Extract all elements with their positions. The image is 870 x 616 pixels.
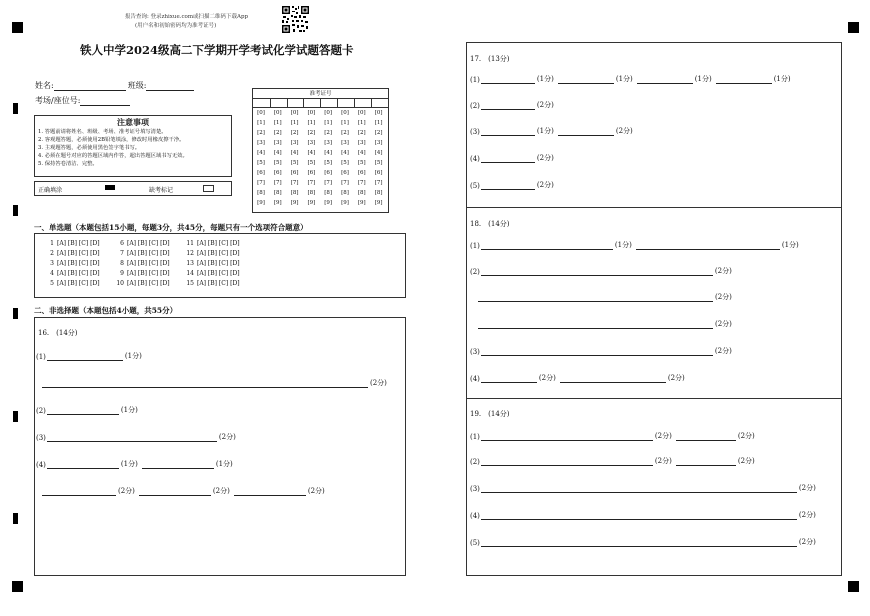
- corner-mark-tl: [12, 22, 23, 33]
- answer-line[interactable]: [47, 352, 123, 361]
- q17-l5: (5): [470, 182, 480, 190]
- mc-column: [113, 239, 170, 289]
- digit-bubble[interactable]: [9]: [273, 200, 282, 206]
- digit-bubble[interactable]: [3]: [324, 140, 333, 146]
- q18-row3: [470, 346, 734, 356]
- digit-bubble[interactable]: [5]: [307, 160, 316, 166]
- exam-id-column: [355, 108, 369, 208]
- answer-line[interactable]: [47, 406, 119, 415]
- digit-bubble[interactable]: [4]: [257, 150, 265, 156]
- name-label: 姓名:: [35, 81, 54, 90]
- digit-bubble[interactable]: [8]: [357, 190, 366, 196]
- q18-row2: [470, 266, 734, 276]
- answer-line[interactable]: [560, 374, 666, 383]
- q19-l3: (3): [470, 485, 480, 493]
- digit-bubble[interactable]: [4]: [290, 150, 299, 156]
- q16-l2: (2): [36, 407, 46, 415]
- q16-row1: [36, 351, 144, 361]
- digit-bubble[interactable]: [6]: [273, 170, 282, 176]
- mc-column: [43, 239, 100, 289]
- digit-bubble[interactable]: [2]: [324, 130, 333, 136]
- points: (2分): [715, 320, 732, 328]
- q17-head: 17. (13分): [470, 55, 510, 63]
- mc-row[interactable]: [183, 249, 240, 259]
- q19-l4: (4): [470, 512, 480, 520]
- absent-mark-label: 缺考标记: [149, 187, 174, 194]
- mc-question-number: 13: [186, 260, 194, 267]
- answer-line[interactable]: [481, 101, 535, 110]
- digit-bubble[interactable]: [5]: [273, 160, 282, 166]
- class-label: 班级:: [127, 81, 147, 90]
- notice-item: 1. 答题前请将姓名、班级、考场、准考证号填写清楚。: [38, 129, 167, 135]
- digit-bubble[interactable]: [1]: [290, 120, 299, 126]
- points: (2分): [667, 374, 685, 382]
- digit-bubble[interactable]: [0]: [290, 110, 299, 116]
- exam-id-column: [271, 108, 285, 208]
- exam-id-entry-cell[interactable]: [320, 99, 338, 107]
- mc-options[interactable]: [A] [B] [C] [D]: [197, 260, 240, 267]
- points: (2分): [798, 538, 816, 546]
- digit-bubble[interactable]: [1]: [273, 120, 282, 126]
- answer-line[interactable]: [676, 457, 736, 466]
- points: (1分): [120, 406, 138, 414]
- exam-id-column: [288, 108, 302, 208]
- digit-bubble[interactable]: [3]: [290, 140, 299, 146]
- digit-bubble[interactable]: [1]: [374, 120, 383, 126]
- points: (1分): [536, 75, 554, 83]
- mc-options[interactable]: [A] [B] [C] [D]: [197, 270, 240, 277]
- points: (2分): [654, 457, 672, 465]
- answer-line[interactable]: [481, 267, 713, 276]
- digit-bubble[interactable]: [5]: [341, 160, 349, 166]
- points: (2分): [118, 487, 135, 495]
- side-mark: [13, 205, 18, 216]
- side-mark: [13, 308, 18, 319]
- absent-mark-box[interactable]: [203, 185, 214, 192]
- mc-options[interactable]: [A] [B] [C] [D]: [197, 240, 240, 247]
- answer-line[interactable]: [42, 379, 368, 388]
- q18-l3: (3): [470, 348, 480, 356]
- digit-bubble[interactable]: [1]: [341, 120, 349, 126]
- room-row: [35, 95, 130, 106]
- q18-row1: [470, 240, 801, 250]
- answer-line[interactable]: [481, 181, 535, 190]
- points: (2分): [218, 433, 236, 441]
- q19-l2: (2): [470, 458, 480, 466]
- digit-bubble[interactable]: [5]: [374, 160, 383, 166]
- answer-line[interactable]: [142, 460, 214, 469]
- notice-item: 5. 保持答卷清洁、完整。: [38, 161, 98, 167]
- digit-bubble[interactable]: [9]: [257, 200, 265, 206]
- mc-options[interactable]: [A] [B] [C] [D]: [197, 280, 240, 287]
- mc-options[interactable]: [A] [B] [C] [D]: [57, 250, 100, 257]
- exam-id-label: 准考证号: [309, 91, 332, 97]
- digit-bubble[interactable]: [0]: [324, 110, 333, 116]
- answer-line[interactable]: [234, 487, 306, 496]
- name-field[interactable]: [54, 82, 126, 91]
- points: (2分): [212, 487, 230, 495]
- q16-l1: (1): [36, 353, 46, 361]
- points: (2分): [536, 101, 554, 109]
- digit-bubble[interactable]: [8]: [290, 190, 299, 196]
- digit-bubble[interactable]: [5]: [257, 160, 265, 166]
- notice-item: 3. 主观题答题，必须使用黑色签字笔书写。: [38, 145, 141, 151]
- divider-17-18: [466, 207, 842, 208]
- points: (2分): [798, 511, 816, 519]
- mc-row[interactable]: [183, 269, 240, 279]
- top-note-2: (用户名和初始密码均为准考证号): [135, 23, 217, 29]
- points: (1分): [124, 352, 142, 360]
- mc-question-number: 6: [120, 240, 124, 247]
- section1-title: 一、单选题（本题包括15小题，每题3分，共45分，每题只有一个选项符合题意）: [34, 223, 308, 232]
- digit-bubble[interactable]: [5]: [357, 160, 366, 166]
- points: (2分): [536, 181, 554, 189]
- digit-bubble[interactable]: [0]: [273, 110, 282, 116]
- digit-bubble[interactable]: [6]: [290, 170, 299, 176]
- mc-row[interactable]: [113, 269, 170, 279]
- digit-bubble[interactable]: [3]: [307, 140, 316, 146]
- mc-options[interactable]: [A] [B] [C] [D]: [127, 270, 170, 277]
- q17-row5: [470, 180, 556, 190]
- digit-bubble[interactable]: [6]: [257, 170, 265, 176]
- mc-options[interactable]: [A] [B] [C] [D]: [127, 260, 170, 267]
- q19-row4: [470, 510, 818, 520]
- digit-bubble[interactable]: [5]: [290, 160, 299, 166]
- side-mark: [13, 411, 18, 422]
- mc-question-number: 11: [186, 240, 194, 247]
- room-field[interactable]: [80, 97, 130, 106]
- points: (1分): [120, 460, 138, 468]
- mc-options[interactable]: [A] [B] [C] [D]: [57, 240, 100, 247]
- mc-question-number: 9: [120, 270, 124, 277]
- mc-options[interactable]: [A] [B] [C] [D]: [57, 260, 100, 267]
- mc-question-number: 8: [120, 260, 124, 267]
- q18-row2b: [478, 292, 734, 302]
- mc-row[interactable]: [183, 239, 240, 249]
- notice-title: 注意事项: [117, 117, 149, 127]
- digit-bubble[interactable]: [1]: [307, 120, 316, 126]
- digit-bubble[interactable]: [8]: [257, 190, 265, 196]
- digit-bubble[interactable]: [8]: [341, 190, 349, 196]
- digit-bubble[interactable]: [0]: [307, 110, 316, 116]
- q16-row3: [36, 432, 238, 442]
- answer-line[interactable]: [139, 487, 211, 496]
- exam-id-entry-cell[interactable]: [371, 99, 389, 107]
- points: (2分): [615, 127, 633, 135]
- mc-question-number: 4: [50, 270, 54, 277]
- digit-bubble[interactable]: [2]: [307, 130, 316, 136]
- digit-bubble[interactable]: [0]: [357, 110, 366, 116]
- mc-question-number: 10: [116, 280, 124, 287]
- exam-id-column: [304, 108, 318, 208]
- mc-question-number: 2: [50, 250, 54, 257]
- page-title: 铁人中学2024级高二下学期开学考试化学试题答题卡: [80, 43, 354, 57]
- exam-id-entry-cell[interactable]: [303, 99, 321, 107]
- mc-question-number: 14: [186, 270, 194, 277]
- digit-bubble[interactable]: [9]: [357, 200, 366, 206]
- mc-row[interactable]: [113, 249, 170, 259]
- digit-bubble[interactable]: [6]: [357, 170, 366, 176]
- answer-line[interactable]: [481, 457, 653, 466]
- corner-mark-bl: [12, 581, 23, 592]
- room-label: 考场/座位号:: [35, 96, 81, 105]
- digit-bubble[interactable]: [2]: [290, 130, 299, 136]
- mc-options[interactable]: [A] [B] [C] [D]: [127, 240, 170, 247]
- mc-options[interactable]: [A] [B] [C] [D]: [127, 250, 170, 257]
- mc-row[interactable]: [183, 279, 240, 289]
- digit-bubble[interactable]: [9]: [290, 200, 299, 206]
- mc-row[interactable]: [113, 279, 170, 289]
- points: (2分): [714, 267, 732, 275]
- answer-line[interactable]: [716, 75, 772, 84]
- digit-bubble[interactable]: [1]: [324, 120, 333, 126]
- corner-mark-tr: [848, 22, 859, 33]
- answer-line[interactable]: [478, 293, 713, 302]
- digit-bubble[interactable]: [3]: [374, 140, 383, 146]
- mc-question-number: 1: [50, 240, 54, 247]
- points: (2分): [737, 432, 755, 440]
- mc-question-number: 3: [50, 260, 54, 267]
- mc-row[interactable]: [113, 259, 170, 269]
- digit-bubble[interactable]: [4]: [324, 150, 333, 156]
- q18-l1: (1): [470, 242, 480, 250]
- digit-bubble[interactable]: [3]: [357, 140, 366, 146]
- digit-bubble[interactable]: [4]: [374, 150, 383, 156]
- digit-bubble[interactable]: [8]: [324, 190, 333, 196]
- q16-l3: (3): [36, 434, 46, 442]
- digit-bubble[interactable]: [1]: [257, 120, 265, 126]
- notice-item: 4. 必须在题号对应的答题区域内作答，超出答题区域书写无效。: [38, 153, 188, 159]
- digit-bubble[interactable]: [7]: [307, 180, 316, 186]
- notice-item: 2. 客观题答题，必须使用2B铅笔填涂，修改时用橡皮擦干净。: [38, 137, 185, 143]
- q19-l1: (1): [470, 433, 480, 441]
- mc-question-number: 7: [120, 250, 124, 257]
- q17-l2: (2): [470, 102, 480, 110]
- q18-head: 18. (14分): [470, 220, 510, 228]
- mc-row[interactable]: [183, 259, 240, 269]
- filled-bubble-sample: [105, 185, 115, 190]
- digit-bubble[interactable]: [2]: [273, 130, 282, 136]
- answer-line[interactable]: [636, 241, 780, 250]
- exam-id-entry-cell[interactable]: [270, 99, 288, 107]
- points: (2分): [370, 379, 387, 387]
- digit-bubble[interactable]: [4]: [357, 150, 366, 156]
- mc-row[interactable]: [43, 239, 100, 249]
- answer-line[interactable]: [481, 75, 535, 84]
- q16-row4b: [42, 486, 327, 496]
- mc-question-number: 5: [50, 280, 54, 287]
- answer-line[interactable]: [481, 484, 797, 493]
- points: (2分): [536, 154, 554, 162]
- mc-row[interactable]: [113, 239, 170, 249]
- side-mark: [13, 513, 18, 524]
- answer-line[interactable]: [558, 75, 614, 84]
- notice-list: [35, 128, 231, 168]
- section2-title: 二、非选择题（本题包括4小题，共55分）: [34, 306, 178, 315]
- q16-row2: [36, 405, 140, 415]
- points: (1分): [615, 75, 633, 83]
- digit-bubble[interactable]: [7]: [357, 180, 366, 186]
- digit-bubble[interactable]: [4]: [341, 150, 349, 156]
- digit-bubble[interactable]: [6]: [324, 170, 333, 176]
- digit-bubble[interactable]: [3]: [257, 140, 265, 146]
- digit-bubble[interactable]: [3]: [273, 140, 282, 146]
- name-row: [35, 80, 194, 91]
- q16-head: 16. (14分): [38, 329, 78, 337]
- q17-l3: (3): [470, 128, 480, 136]
- answer-line[interactable]: [481, 538, 797, 547]
- q16-row1b: [42, 378, 389, 388]
- digit-bubble[interactable]: [5]: [324, 160, 333, 166]
- right-answer-box: [466, 42, 842, 576]
- answer-line[interactable]: [637, 75, 693, 84]
- points: (2分): [538, 374, 556, 382]
- mc-column: [183, 239, 240, 289]
- exam-id-column: [338, 108, 352, 208]
- q18-l2: (2): [470, 268, 480, 276]
- mc-options[interactable]: [A] [B] [C] [D]: [57, 270, 100, 277]
- digit-bubble[interactable]: [2]: [341, 130, 349, 136]
- digit-bubble[interactable]: [7]: [324, 180, 333, 186]
- q18-row2c: [478, 319, 734, 329]
- digit-bubble[interactable]: [0]: [374, 110, 383, 116]
- points: (1分): [614, 241, 632, 249]
- answer-line[interactable]: [481, 374, 537, 383]
- points: (1分): [773, 75, 791, 83]
- points: (1分): [215, 460, 233, 468]
- exam-id-column: [372, 108, 386, 208]
- exam-id-entry-row[interactable]: [253, 99, 388, 107]
- digit-bubble[interactable]: [7]: [374, 180, 383, 186]
- q19-head: 19. (14分): [470, 410, 510, 418]
- points: (1分): [781, 241, 799, 249]
- corner-mark-br: [848, 581, 859, 592]
- q19-row2: [470, 456, 757, 466]
- fill-legend: [34, 181, 232, 196]
- divider-18-19: [466, 398, 842, 399]
- points: (2分): [654, 432, 672, 440]
- answer-line[interactable]: [481, 127, 535, 136]
- digit-bubble[interactable]: [0]: [341, 110, 349, 116]
- mc-row[interactable]: [43, 269, 100, 279]
- q19-l5: (5): [470, 539, 480, 547]
- answer-line[interactable]: [47, 433, 217, 442]
- q17-l4: (4): [470, 155, 480, 163]
- digit-bubble[interactable]: [3]: [341, 140, 349, 146]
- mc-row[interactable]: [43, 259, 100, 269]
- points: (1分): [694, 75, 712, 83]
- digit-bubble[interactable]: [8]: [307, 190, 316, 196]
- q19-row1: [470, 431, 757, 441]
- points: (2分): [737, 457, 755, 465]
- qr-code-icon: [281, 5, 310, 34]
- q17-row1: [470, 74, 793, 84]
- digit-bubble[interactable]: [6]: [307, 170, 316, 176]
- mc-question-number: 12: [186, 250, 194, 257]
- digit-bubble[interactable]: [7]: [341, 180, 349, 186]
- digit-bubble[interactable]: [6]: [341, 170, 349, 176]
- answer-line[interactable]: [481, 154, 535, 163]
- answer-line[interactable]: [478, 320, 713, 329]
- exam-id-entry-cell[interactable]: [337, 99, 355, 107]
- digit-bubble[interactable]: [2]: [374, 130, 383, 136]
- correct-fill-label: 正确填涂: [38, 187, 63, 194]
- q17-row2: [470, 100, 556, 110]
- q17-row3: [470, 126, 635, 136]
- points: (2分): [307, 487, 325, 495]
- class-field[interactable]: [146, 82, 194, 91]
- digit-bubble[interactable]: [9]: [374, 200, 383, 206]
- digit-bubble[interactable]: [2]: [257, 130, 265, 136]
- digit-bubble[interactable]: [9]: [341, 200, 349, 206]
- q19-row5: [470, 537, 818, 547]
- digit-bubble[interactable]: [9]: [324, 200, 333, 206]
- digit-bubble[interactable]: [4]: [273, 150, 282, 156]
- digit-bubble[interactable]: [7]: [290, 180, 299, 186]
- answer-line[interactable]: [481, 511, 797, 520]
- digit-bubble[interactable]: [7]: [257, 180, 265, 186]
- exam-id-column: [254, 108, 268, 208]
- points: (1分): [536, 127, 554, 135]
- q16-l4: (4): [36, 461, 46, 469]
- points: (2分): [798, 484, 816, 492]
- exam-id-entry-cell[interactable]: [287, 99, 305, 107]
- digit-bubble[interactable]: [1]: [357, 120, 366, 126]
- digit-bubble[interactable]: [7]: [273, 180, 282, 186]
- mc-question-number: 15: [186, 280, 194, 287]
- points: (2分): [715, 293, 732, 301]
- mc-options[interactable]: [A] [B] [C] [D]: [127, 280, 170, 287]
- digit-bubble[interactable]: [9]: [307, 200, 316, 206]
- answer-line[interactable]: [481, 432, 653, 441]
- q18-l4: (4): [470, 375, 480, 383]
- digit-bubble[interactable]: [8]: [273, 190, 282, 196]
- answer-line[interactable]: [481, 241, 613, 250]
- side-mark: [13, 103, 18, 114]
- digit-bubble[interactable]: [0]: [257, 110, 265, 116]
- answer-line[interactable]: [481, 347, 713, 356]
- mc-options[interactable]: [A] [B] [C] [D]: [57, 280, 100, 287]
- q18-row4: [470, 373, 687, 383]
- digit-bubble[interactable]: [8]: [374, 190, 383, 196]
- mc-options[interactable]: [A] [B] [C] [D]: [197, 250, 240, 257]
- top-note-1: 报告查询: 登录zhixue.com或扫描二维码下载App: [125, 14, 249, 20]
- exam-id-column: [321, 108, 335, 208]
- answer-line[interactable]: [47, 460, 119, 469]
- q17-l1: (1): [470, 76, 480, 84]
- q16-row4: [36, 459, 235, 469]
- answer-line[interactable]: [42, 487, 116, 496]
- mc-row[interactable]: [43, 279, 100, 289]
- notice-box: [34, 115, 232, 177]
- answer-line[interactable]: [676, 432, 736, 441]
- exam-id-entry-cell[interactable]: [253, 99, 270, 107]
- points: (2分): [714, 347, 732, 355]
- mc-row[interactable]: [43, 249, 100, 259]
- q19-row3: [470, 483, 818, 493]
- digit-bubble[interactable]: [4]: [307, 150, 316, 156]
- digit-bubble[interactable]: [2]: [357, 130, 366, 136]
- q17-row4: [470, 153, 556, 163]
- digit-bubble[interactable]: [6]: [374, 170, 383, 176]
- exam-id-entry-cell[interactable]: [354, 99, 372, 107]
- answer-line[interactable]: [558, 127, 614, 136]
